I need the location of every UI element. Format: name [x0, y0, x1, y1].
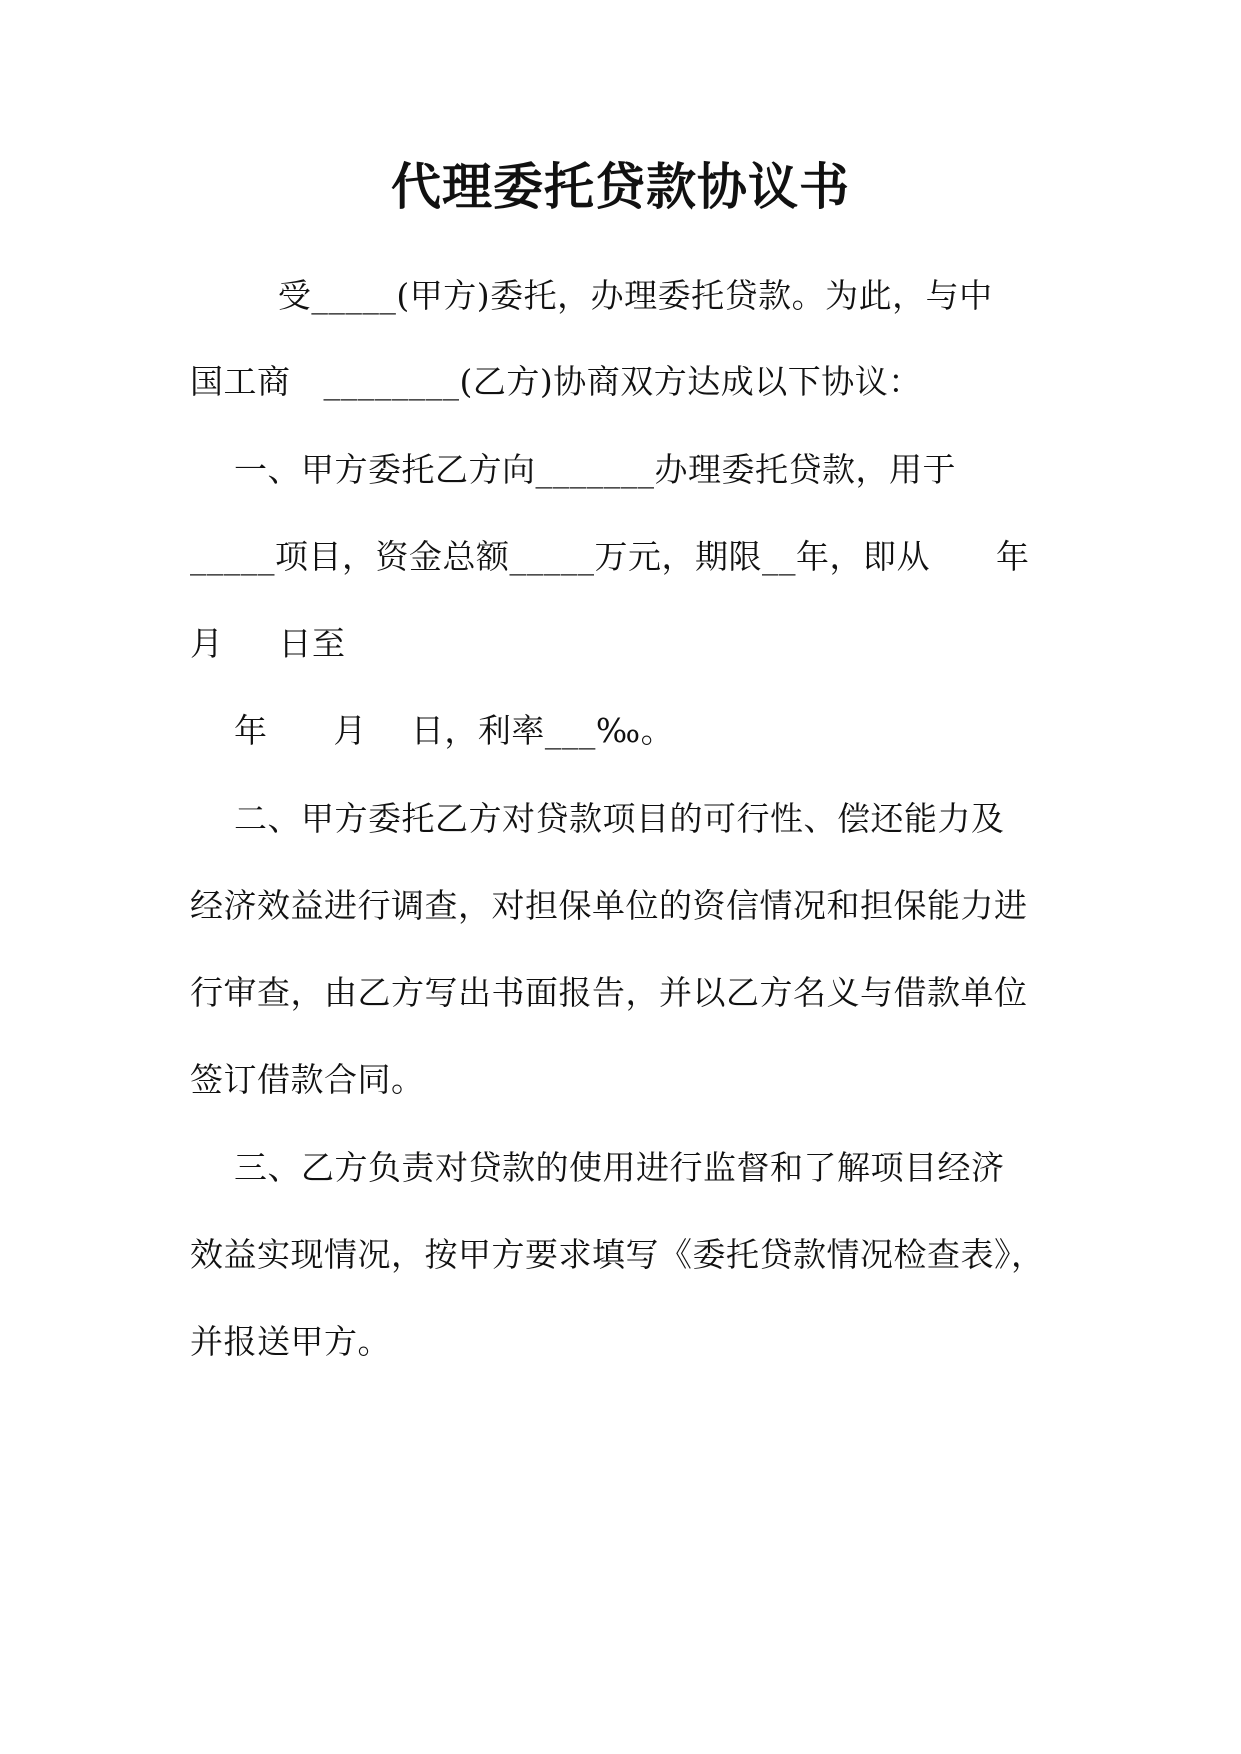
clause-3-line-1: 三、乙方负责对贷款的使用进行监督和了解项目经济 [190, 1148, 1005, 1187]
paragraph-intro-line-2: 国工商 ________(乙方)协商双方达成以下协议： [190, 362, 922, 401]
clause-2-line-4: 签订借款合同。 [190, 1060, 425, 1099]
clause-2-line-2: 经济效益进行调查，对担保单位的资信情况和担保能力进 [190, 886, 1028, 925]
clause-1-line-2: _____项目，资金总额_____万元，期限__年，即从 年 [190, 537, 1030, 576]
clause-2-line-1: 二、甲方委托乙方对贷款项目的可行性、偿还能力及 [190, 799, 1005, 838]
clause-2-line-3: 行审查，由乙方写出书面报告，并以乙方名义与借款单位 [190, 973, 1028, 1012]
clause-3-line-3: 并报送甲方。 [190, 1322, 391, 1361]
clause-1-line-1: 一、甲方委托乙方向_______办理委托贷款，用于 [190, 450, 956, 489]
document-title: 代理委托贷款协议书 [391, 157, 850, 216]
clause-1-line-3: 月 日至 [190, 624, 346, 663]
clause-3-line-2: 效益实现情况，按甲方要求填写《委托贷款情况检查表》， [190, 1235, 1045, 1274]
clause-1-line-4: 年 月 日，利率___‰。 [190, 711, 675, 750]
paragraph-intro-line-1: 受_____(甲方)委托，办理委托贷款。为此，与中 [190, 276, 993, 315]
